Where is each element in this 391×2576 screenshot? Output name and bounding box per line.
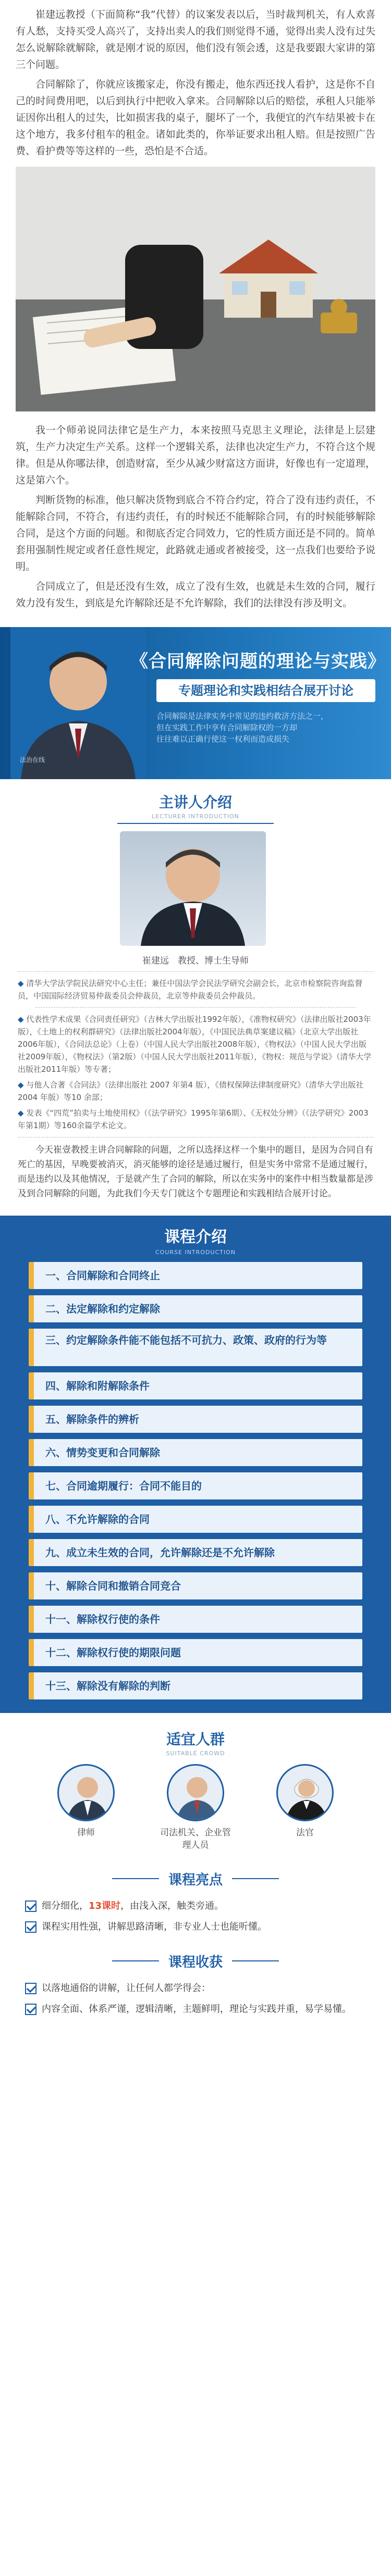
course-banner — [0, 627, 391, 779]
highlights-header — [0, 1865, 391, 1892]
harvest-intro-item — [0, 1982, 391, 1995]
bio-paragraph-3 — [18, 1079, 373, 1104]
audience-section-header — [0, 1728, 391, 1757]
audience-list — [0, 1757, 391, 1852]
harvest-text-1: 内容全面、体系严谨，逻辑清晰，主题鲜明，理论与实践并重，易学易懂。 — [42, 2004, 351, 2015]
checkbox-icon — [25, 1900, 36, 1912]
audience-card-lawyer — [47, 1764, 125, 1852]
title-bar-right — [232, 1878, 279, 1879]
checkbox-icon — [25, 1921, 36, 1933]
course-item[interactable]: 八、不允许解除的合同 — [29, 1506, 362, 1533]
judge-icon — [276, 1764, 334, 1821]
bullet-icon: ◆ — [18, 1108, 27, 1118]
harvest-intro: 以落地通俗的讲解，让任何人都学得会： — [42, 1983, 211, 1994]
bullet-icon: ◆ — [18, 1015, 27, 1024]
lecturer-portrait-illustration — [120, 831, 266, 946]
intro-paragraph-2: 合同解除了，你就应该搬家走，你没有搬走，他东西还找人看护，这是你不自己的时间费用吧，以后到执行中把收入拿来。合同解除以后的赔偿，承租人只能举证因你出租人的过失，比如损害我的桌子，腿坏了一个，我便宜的汽车结果被卡在这个地方，我多付租车的租金。诸如此类的，你举证要求出租人赔。但是按照广告费、看护费等等这样的一些，恐怕是不合适。 — [16, 79, 375, 157]
section-divider — [117, 823, 274, 824]
audience-card-judge — [266, 1764, 344, 1852]
bio-paragraph-2 — [18, 1013, 373, 1076]
course-heading: 课程介绍 — [164, 1228, 227, 1246]
banner-desc-line-2: 但在实践工作中享有合同解除权的一方却 — [156, 723, 298, 732]
contract-signing-photo — [16, 167, 375, 411]
intro-paragraph-1: 崔建远教授（下面简称“我”代替）的议案发表以后，当时裁判机关，有人欢喜有人愁，支持买受人高兴了，支持出卖人的我们则觉得不通，觉得出卖人没有过失怎么说解除就解除，就是刚才说的原因，他们没有领会透，这是我要跟大家讲的第三个问题。 — [16, 9, 375, 70]
lecturer-heading-en: LECTURER INTRODUCTION — [152, 812, 239, 820]
bullet-icon: ◆ — [18, 979, 27, 988]
course-item[interactable]: 五、解除条件的辨析 — [29, 1406, 362, 1433]
audience-heading-en: SUITABLE CROWD — [166, 1749, 225, 1757]
highlight-post: ，由浅入深，触类旁通。 — [120, 1900, 224, 1911]
title-bar-right — [232, 1960, 279, 1961]
bio-text-2: 代表性学术成果《合同责任研究》（吉林大学出版社1992年版），《准物权研究》（法律出版社2003年版），《土地上的权利群研究》（法律出版社2004年版），《中国民法典草案建议稿》（北京大学出版社2006年版），《合同法总论》（上卷）（中国人民大学出版社2008年版），《物权法》（中国人民大学出版社2009年版），《物权法》（第2版）（中国人民大学出版社2011年版），《物权：规范与学说》（清华大学出版社2011年版）等专著； — [18, 1015, 372, 1074]
banner-logo: 法治在线 — [20, 756, 45, 764]
intro-paragraph-4: 判断货物的标准，他只解决货物到底合不符合约定，符合了没有违约责任，不能解除合同，不符合，有违约责任，有的时候还不能解除合同，有的时候能够解除合同，是这个方面的问题。和彻底否定合同效力，它的性质方面还是不同的。简单套用强制性规定或者任意性规定，此路就走通或者被接受，这一点我们也要给予说明。 — [16, 494, 375, 572]
course-item[interactable]: 六、情势变更和合同解除 — [29, 1439, 362, 1466]
lecturer-portrait — [120, 831, 266, 946]
title-bar-left — [112, 1960, 159, 1961]
highlight-text-1 — [42, 1899, 224, 1913]
bio-divider — [35, 1007, 356, 1008]
course-item[interactable]: 三、约定解除条件能不能包括不可抗力、政策、政府的行为等 — [29, 1329, 362, 1366]
contract-signing-illustration — [16, 167, 375, 411]
intro-paragraph-3: 我一个师弟说同法律它是生产力，本来按照马克思主义理论，法律是上层建筑，生产力决定生产关系。这样一个逻辑关系，法律也决定生产力，不符合这个规律。但是从你哪法律，创造财富，至少从减少财富这方面讲，好像也有一定道理，这是第六个。 — [16, 424, 375, 486]
bio-divider — [18, 971, 373, 972]
banner-description — [156, 710, 375, 745]
banner-subtitle: 专题理论和实践相结合展开讨论 — [156, 679, 375, 702]
harvest-heading: 课程收获 — [168, 1954, 223, 1970]
bio-text-4: 发表《“四荒”拍卖与土地使用权》（《法学研究》1995年第6期）、《无权处分辨》（《法学研究》2003年第1期）等160余篇学术论文。 — [18, 1108, 369, 1130]
banner-desc-line-3: 往往难以正确行使这一权利而造成损失 — [156, 734, 290, 744]
banner-title: 《合同解除问题的理论与实践》 — [130, 651, 386, 672]
checkbox-icon — [25, 2004, 36, 2015]
lecturer-section-header — [0, 791, 391, 820]
course-item[interactable]: 九、成立未生效的合同，允许解除还是不允许解除 — [29, 1539, 362, 1566]
highlight-item — [0, 1899, 391, 1913]
intro-paragraph-5: 合同成立了，但是还没有生效，成立了没有生效，也就是未生效的合同，履行效力没有发生，到底是允许解除还是不允许解除，我们的法律没有涉及明文。 — [16, 581, 375, 609]
bio-paragraph-1 — [18, 977, 373, 1002]
manager-icon — [167, 1764, 224, 1821]
harvest-header — [0, 1947, 391, 1974]
course-list — [0, 1262, 391, 1699]
harvest-item — [0, 2003, 391, 2016]
audience-card-judicial-staff — [156, 1764, 235, 1852]
course-item[interactable]: 十一、解除权行使的条件 — [29, 1606, 362, 1633]
course-heading-en: COURSE INTRODUCTION — [155, 1249, 236, 1256]
audience-label: 律师 — [77, 1828, 95, 1838]
lecturer-name: 崔建远 教授、博士生导师 — [142, 956, 249, 966]
course-item[interactable]: 七、合同逾期履行：合同不能目的 — [29, 1472, 362, 1499]
lecturer-heading: 主讲人介绍 — [158, 793, 232, 811]
highlight-pre: 细分细化， — [42, 1900, 89, 1911]
course-section — [0, 1216, 391, 1713]
course-item[interactable]: 十二、解除权行使的期限问题 — [29, 1639, 362, 1666]
audience-label-line-1: 司法机关、企业管 — [160, 1828, 231, 1838]
audience-heading: 适宜人群 — [166, 1730, 225, 1748]
course-item[interactable]: 四、解除和附解除条件 — [29, 1372, 362, 1399]
audience-label — [156, 1827, 235, 1852]
highlights-heading: 课程亮点 — [168, 1872, 223, 1888]
bio-text-1: 清华大学法学院民法研究中心主任；兼任中国法学会民法学研究会副会长，北京市检察院咨询监督员，中国国际经济贸易仲裁委员会仲裁员，北京等仲裁委员会仲裁员。 — [18, 979, 363, 1001]
audience-label-line-2: 理人员 — [182, 1840, 209, 1850]
bio-text-3: 与他人合著《合同法》（法律出版社 2007 年第4 版），《债权保障法律制度研究》（清华大学出版社 2004 年版）等10 余部； — [18, 1080, 364, 1102]
lecturer-bio — [0, 977, 391, 1132]
course-item[interactable]: 一、合同解除和合同终止 — [29, 1262, 362, 1289]
course-item[interactable]: 二、法定解除和约定解除 — [29, 1295, 362, 1322]
course-item[interactable]: 十、解除合同和撤销合同竞合 — [29, 1572, 362, 1599]
highlight-text-2: 课程实用性强，讲解思路清晰，非专业人士也能听懂。 — [42, 1921, 267, 1932]
lawyer-icon — [57, 1764, 115, 1821]
title-bar-left — [112, 1878, 159, 1879]
highlight-emphasis: 13课时 — [89, 1900, 121, 1911]
checkbox-icon — [25, 1983, 36, 1994]
banner-desc-line-1: 合同解除是法律实务中常见的违约救济方法之一， — [156, 711, 329, 721]
bio-paragraph-4 — [18, 1107, 373, 1132]
highlight-item — [0, 1920, 391, 1934]
bullet-icon: ◆ — [18, 1080, 27, 1090]
audience-label: 法官 — [296, 1828, 314, 1838]
topic-paragraph: 今天崔壹教授主讲合同解除的问题，之所以选择这样一个集中的题目，是因为合同自有死亡的基因，早晚要被消灭，消灭能够的途径是通过履行，但是实务中常常不是通过履行，而是违约以及其他情况，于是就产生了合同的解除，所以在实务中的案件中相当数量都是涉及到合同解除的问题，为此我们今天专门就这个专题理论和实践相结合展开讨论。 — [18, 1145, 373, 1199]
course-item[interactable]: 十三、解除没有解除的判断 — [29, 1672, 362, 1699]
